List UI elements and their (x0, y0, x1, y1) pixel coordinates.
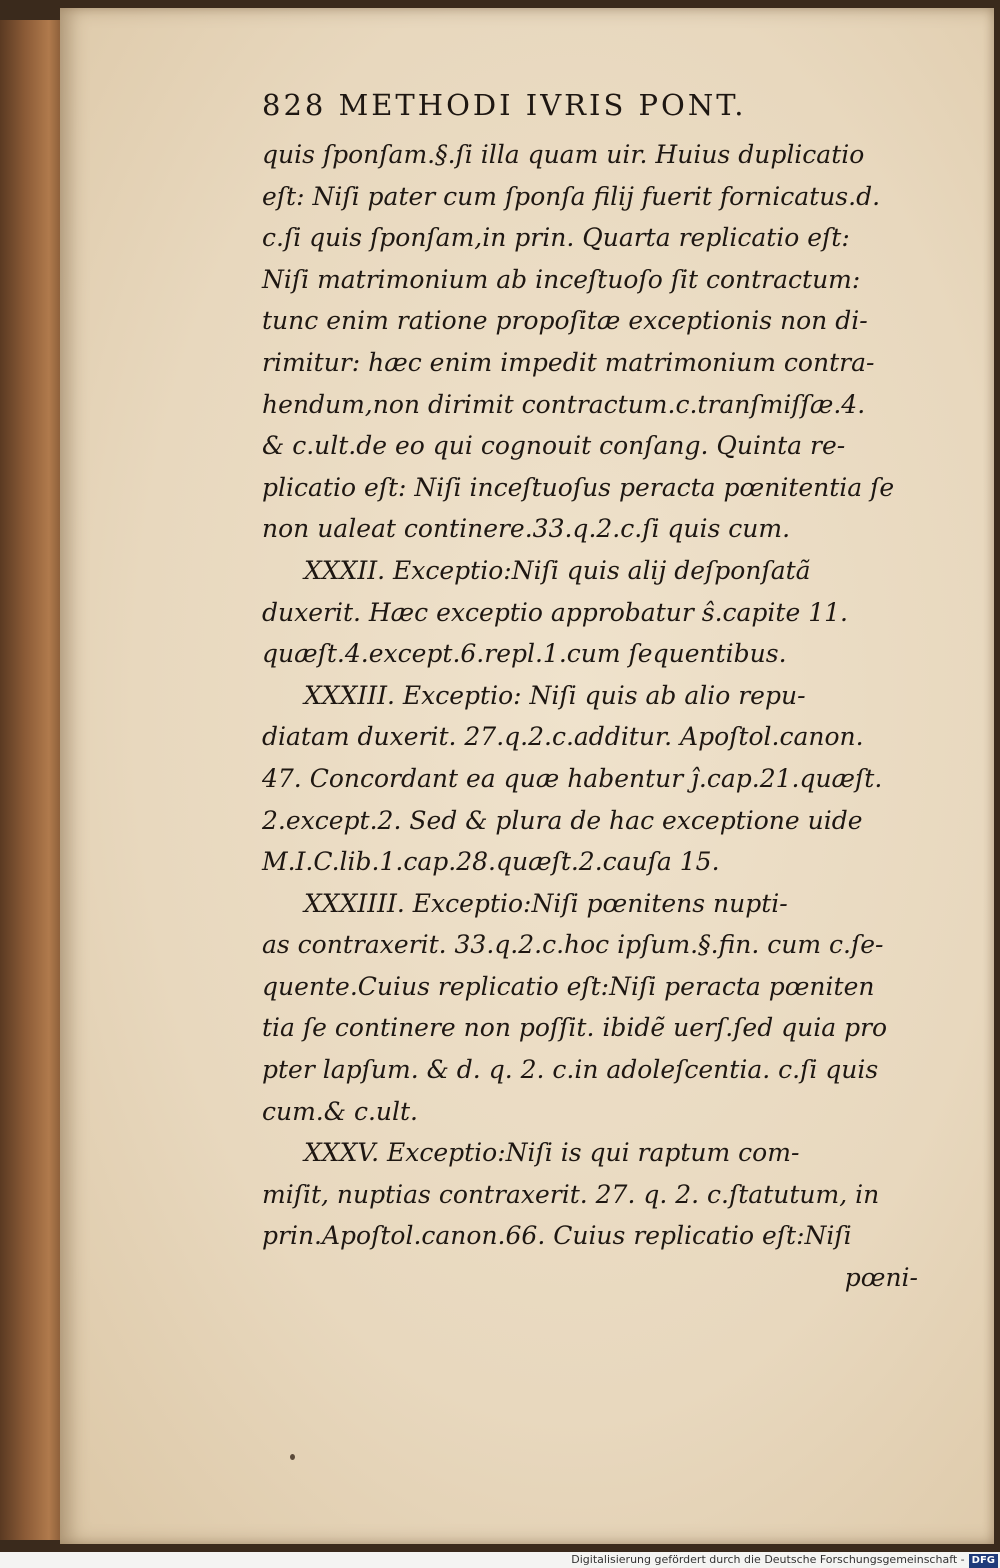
exception-heading-line: XXXIII. Exceptio: Niſi quis ab alio repu- (304, 680, 806, 710)
text-line: quæſt.4.except.6.repl.1.cum ſequentibus. (262, 639, 787, 669)
text-line: 47. Concordant ea quæ habentur ĵ.cap.21.quæſt. (262, 763, 883, 793)
text-line: duxerit. Hæc exceptio approbatur ŝ.capite 11. (262, 597, 848, 627)
text-line: eſt: Niſi pater cum ſponſa filij fuerit fornicatus.d. (262, 181, 881, 211)
digitization-footer (0, 1552, 1000, 1568)
text-line: c.ſi quis ſponſam,in prin. Quarta replicatio eſt: (262, 223, 850, 253)
footer-credit: Digitalisierung gefördert durch die Deutsche Forschungsgemeinschaft - (571, 1553, 965, 1566)
text-line: quente.Cuius replicatio eſt:Niſi peracta pœniten (262, 971, 875, 1001)
text-line: & c.ult.de eo qui cognouit conſang. Quinta re- (262, 431, 846, 461)
text-line: cum.& c.ult. (262, 1096, 418, 1126)
text-line: M.I.C.lib.1.cap.28.quæſt.2.cauſa 15. (262, 847, 720, 877)
exception-heading-line: XXXV. Exceptio:Niſi is qui raptum com- (304, 1138, 800, 1168)
page-text (262, 82, 942, 1299)
text-line: rimitur: hæc enim impedit matrimonium contra- (262, 347, 875, 377)
paper-speck (290, 1454, 295, 1460)
exception-heading-line: XXXII. Exceptio:Niſi quis alij deſponſatã (304, 555, 811, 585)
running-header: 828 METHODI IVRIS PONT. (262, 88, 747, 122)
text-line: quis ſponſam.§.ſi illa quam uir. Huius duplicatio (262, 140, 865, 169)
text-line: prin.Apoſtol.canon.66. Cuius replicatio eſt:Niſi (262, 1221, 852, 1251)
exception-heading-line: XXXIIII. Exceptio:Niſi pœnitens nupti- (304, 888, 788, 918)
text-line: miſit, nuptias contraxerit. 27. q. 2. c.ſtatutum, in (262, 1179, 880, 1209)
text-line: 2.except.2. Sed & plura de hac exceptione uide (262, 805, 863, 835)
text-line: diatam duxerit. 27.q.2.c.additur. Apoſtol.canon. (262, 722, 864, 752)
catchword: pœni- (844, 1263, 918, 1293)
text-line: as contraxerit. 33.q.2.c.hoc ipſum.§.fin. cum c.ſe- (262, 930, 884, 960)
text-line: plicatio eſt: Niſi inceſtuoſus peracta pœnitentia ſe (262, 472, 895, 502)
text-line: tia ſe continere non poſſit. ibidẽ uerſ.ſed quia pro (262, 1013, 888, 1043)
text-line: non ualeat continere.33.q.2.c.ſi quis cum. (262, 514, 791, 544)
text-line: tunc enim ratione propoſitæ exceptionis non di- (262, 306, 868, 336)
text-line: hendum,non dirimit contractum.c.tranſmiſſæ.4. (262, 389, 866, 419)
dfg-logo: DFG (969, 1554, 998, 1568)
text-line: Niſi matrimonium ab inceſtuoſo ſit contractum: (262, 264, 861, 294)
text-line: pter lapſum. & d. q. 2. c.in adoleſcentia. c.ſi quis (262, 1055, 879, 1085)
